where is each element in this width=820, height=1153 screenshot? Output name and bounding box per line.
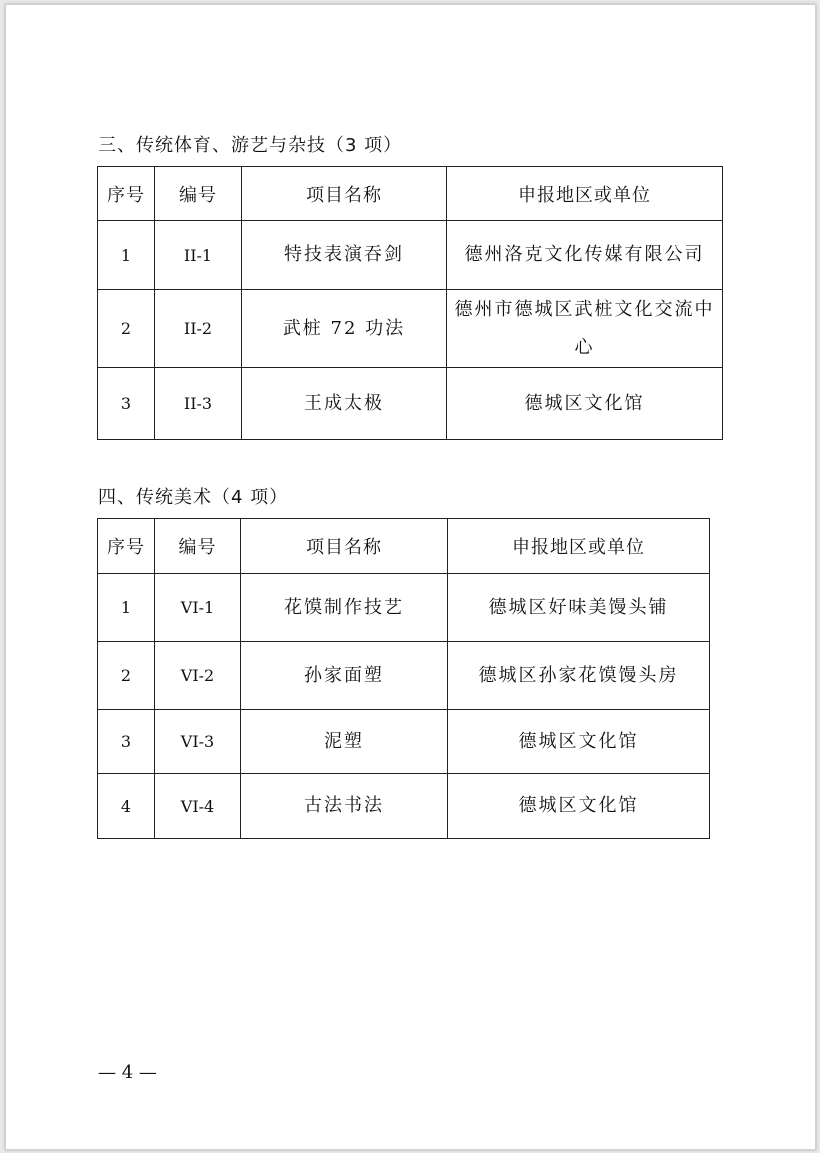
row-code: II-1: [155, 221, 242, 290]
row-code: II-3: [155, 368, 242, 440]
section-title-fine-arts: 四、传统美术（4 项）: [98, 487, 289, 508]
row-applicant-unit: 德州市德城区武桩文化交流中心: [447, 290, 723, 368]
table-header-row: [98, 167, 723, 221]
row-code: VI-4: [155, 774, 241, 839]
row-applicant-unit: 德城区文化馆: [448, 774, 710, 839]
row-code: VI-1: [155, 574, 241, 642]
row-project-name: 孙家面塑: [241, 642, 448, 710]
row-index: 1: [98, 221, 155, 290]
table-row: [98, 574, 710, 642]
table-row: [98, 368, 723, 440]
row-index: 2: [98, 642, 155, 710]
header-code: 编号: [155, 519, 241, 574]
table-row: [98, 710, 710, 774]
table-row: [98, 290, 723, 368]
row-project-name: 泥塑: [241, 710, 448, 774]
row-code: VI-2: [155, 642, 241, 710]
row-index: 3: [98, 368, 155, 440]
header-index: 序号: [98, 519, 155, 574]
row-applicant-unit: 德城区好味美馒头铺: [448, 574, 710, 642]
row-index: 3: [98, 710, 155, 774]
table-fine-arts: [97, 518, 710, 839]
row-index: 2: [98, 290, 155, 368]
row-index: 4: [98, 774, 155, 839]
row-applicant-unit: 德城区文化馆: [447, 368, 723, 440]
row-applicant-unit: 德州洛克文化传媒有限公司: [447, 221, 723, 290]
document-page: [5, 4, 816, 1150]
row-project-name: 王成太极: [242, 368, 447, 440]
table-header-row: [98, 519, 710, 574]
table-row: [98, 221, 723, 290]
row-project-name: 花馍制作技艺: [241, 574, 448, 642]
row-index: 1: [98, 574, 155, 642]
row-code: II-2: [155, 290, 242, 368]
row-code: VI-3: [155, 710, 241, 774]
table-sports: [97, 166, 723, 440]
table-row: [98, 774, 710, 839]
row-project-name: 武桩 72 功法: [242, 290, 447, 368]
row-project-name: 特技表演吞剑: [242, 221, 447, 290]
table-row: [98, 642, 710, 710]
row-project-name: 古法书法: [241, 774, 448, 839]
header-index: 序号: [98, 167, 155, 221]
section-title-sports: 三、传统体育、游艺与杂技（3 项）: [98, 135, 403, 156]
header-project-name: 项目名称: [241, 519, 448, 574]
header-applicant-unit: 申报地区或单位: [447, 167, 723, 221]
header-code: 编号: [155, 167, 242, 221]
page-number: — 4 —: [98, 1062, 157, 1083]
row-applicant-unit: 德城区孙家花馍馒头房: [448, 642, 710, 710]
header-applicant-unit: 申报地区或单位: [448, 519, 710, 574]
row-applicant-unit: 德城区文化馆: [448, 710, 710, 774]
header-project-name: 项目名称: [242, 167, 447, 221]
